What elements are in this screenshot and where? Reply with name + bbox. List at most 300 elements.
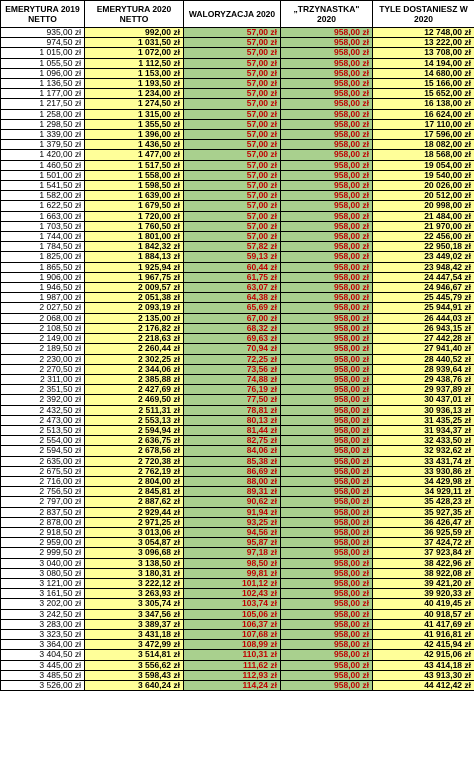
cell-thirteenth-pension-2020: 958,00 zł [281,99,373,109]
table-row [1,58,474,68]
cell-pension-2019: 2 311,00 zł [1,374,85,384]
cell-pension-2019: 2 351,50 zł [1,385,85,395]
cell-pension-2019: 1 217,50 zł [1,99,85,109]
table-row [1,89,474,99]
header-thirteenth-pension-2020: „TRZYNASTKA" 2020 [281,1,373,28]
cell-pension-2019: 2 918,50 zł [1,527,85,537]
table-row [1,487,474,497]
cell-thirteenth-pension-2020: 958,00 zł [281,38,373,48]
cell-total-2020: 36 925,59 zł [373,527,474,537]
table-row [1,48,474,58]
cell-pension-2020: 1 031,50 zł [85,38,184,48]
cell-pension-2020: 1 477,00 zł [85,150,184,160]
table-row [1,415,474,425]
cell-total-2020: 29 438,76 zł [373,374,474,384]
table-row [1,293,474,303]
cell-total-2020: 20 512,00 zł [373,191,474,201]
cell-pension-2019: 2 716,00 zł [1,476,85,486]
cell-indexation-2020: 57,00 zł [184,119,281,129]
cell-thirteenth-pension-2020: 958,00 zł [281,436,373,446]
cell-thirteenth-pension-2020: 958,00 zł [281,405,373,415]
cell-thirteenth-pension-2020: 958,00 zł [281,242,373,252]
cell-thirteenth-pension-2020: 958,00 zł [281,191,373,201]
cell-pension-2019: 1 055,50 zł [1,58,85,68]
cell-pension-2019: 1 582,00 zł [1,191,85,201]
cell-total-2020: 39 421,20 zł [373,578,474,588]
table-row [1,130,474,140]
table-row [1,589,474,599]
cell-thirteenth-pension-2020: 958,00 zł [281,119,373,129]
cell-indexation-2020: 57,00 zł [184,58,281,68]
table-row [1,538,474,548]
cell-indexation-2020: 57,00 zł [184,211,281,221]
cell-total-2020: 24 946,67 zł [373,283,474,293]
cell-indexation-2020: 57,00 zł [184,109,281,119]
cell-indexation-2020: 112,93 zł [184,670,281,680]
cell-pension-2019: 1 258,00 zł [1,109,85,119]
cell-thirteenth-pension-2020: 958,00 zł [281,68,373,78]
cell-pension-2019: 2 473,00 zł [1,415,85,425]
table-row [1,640,474,650]
cell-pension-2019: 1 379,50 zł [1,140,85,150]
cell-pension-2019: 1 744,00 zł [1,232,85,242]
cell-thirteenth-pension-2020: 958,00 zł [281,538,373,548]
cell-total-2020: 43 913,30 zł [373,670,474,680]
cell-pension-2020: 1 072,00 zł [85,48,184,58]
table-row [1,476,474,486]
cell-indexation-2020: 64,38 zł [184,293,281,303]
cell-total-2020: 15 166,00 zł [373,79,474,89]
cell-total-2020: 38 422,96 zł [373,558,474,568]
cell-pension-2019: 3 080,50 zł [1,568,85,578]
cell-indexation-2020: 57,00 zł [184,130,281,140]
cell-indexation-2020: 84,06 zł [184,446,281,456]
cell-thirteenth-pension-2020: 958,00 zł [281,252,373,262]
cell-total-2020: 26 444,03 zł [373,313,474,323]
cell-pension-2019: 2 837,50 zł [1,507,85,517]
cell-indexation-2020: 95,87 zł [184,538,281,548]
cell-pension-2020: 2 093,19 zł [85,303,184,313]
table-row [1,436,474,446]
cell-indexation-2020: 57,00 zł [184,181,281,191]
cell-thirteenth-pension-2020: 958,00 zł [281,395,373,405]
cell-indexation-2020: 101,12 zł [184,578,281,588]
cell-pension-2020: 3 431,18 zł [85,629,184,639]
table-row [1,548,474,558]
cell-pension-2020: 3 180,31 zł [85,568,184,578]
cell-pension-2019: 1 946,50 zł [1,283,85,293]
cell-total-2020: 37 923,84 zł [373,548,474,558]
cell-pension-2020: 2 469,50 zł [85,395,184,405]
cell-pension-2019: 2 797,00 zł [1,497,85,507]
cell-thirteenth-pension-2020: 958,00 zł [281,670,373,680]
cell-thirteenth-pension-2020: 958,00 zł [281,609,373,619]
cell-total-2020: 13 708,00 zł [373,48,474,58]
cell-pension-2020: 1 598,50 zł [85,181,184,191]
table-row [1,252,474,262]
cell-indexation-2020: 57,00 zł [184,48,281,58]
cell-thirteenth-pension-2020: 958,00 zł [281,548,373,558]
cell-thirteenth-pension-2020: 958,00 zł [281,334,373,344]
table-row [1,160,474,170]
cell-total-2020: 12 748,00 zł [373,28,474,38]
cell-thirteenth-pension-2020: 958,00 zł [281,130,373,140]
cell-indexation-2020: 57,00 zł [184,68,281,78]
table-row [1,170,474,180]
table-row [1,303,474,313]
table-body [1,28,474,691]
cell-total-2020: 40 419,45 zł [373,599,474,609]
table-row [1,619,474,629]
cell-indexation-2020: 110,31 zł [184,650,281,660]
table-row [1,109,474,119]
cell-pension-2020: 3 138,50 zł [85,558,184,568]
table-row [1,283,474,293]
cell-pension-2019: 3 040,00 zł [1,558,85,568]
cell-indexation-2020: 90,62 zł [184,497,281,507]
cell-thirteenth-pension-2020: 958,00 zł [281,313,373,323]
cell-pension-2020: 1 436,50 zł [85,140,184,150]
table-row [1,650,474,660]
cell-thirteenth-pension-2020: 958,00 zł [281,89,373,99]
cell-thirteenth-pension-2020: 958,00 zł [281,48,373,58]
cell-indexation-2020: 85,38 zł [184,456,281,466]
cell-total-2020: 33 930,86 zł [373,466,474,476]
cell-pension-2019: 1 460,50 zł [1,160,85,170]
cell-thirteenth-pension-2020: 958,00 zł [281,262,373,272]
table-header [1,1,474,28]
cell-pension-2020: 1 925,94 zł [85,262,184,272]
cell-indexation-2020: 57,00 zł [184,191,281,201]
cell-thirteenth-pension-2020: 958,00 zł [281,578,373,588]
cell-indexation-2020: 81,44 zł [184,425,281,435]
cell-indexation-2020: 80,13 zł [184,415,281,425]
cell-indexation-2020: 72,25 zł [184,354,281,364]
cell-thirteenth-pension-2020: 958,00 zł [281,364,373,374]
cell-total-2020: 24 447,54 zł [373,272,474,282]
cell-pension-2019: 935,00 zł [1,28,85,38]
cell-pension-2019: 3 242,50 zł [1,609,85,619]
cell-pension-2019: 2 270,50 zł [1,364,85,374]
cell-total-2020: 30 437,01 zł [373,395,474,405]
cell-pension-2020: 2 385,88 zł [85,374,184,384]
table-row [1,385,474,395]
cell-pension-2020: 1 112,50 zł [85,58,184,68]
cell-pension-2019: 1 541,50 zł [1,181,85,191]
cell-total-2020: 30 936,13 zł [373,405,474,415]
cell-pension-2020: 2 678,56 zł [85,446,184,456]
cell-pension-2019: 3 364,00 zł [1,640,85,650]
cell-pension-2019: 2 432,50 zł [1,405,85,415]
cell-pension-2020: 2 971,25 zł [85,517,184,527]
cell-indexation-2020: 67,00 zł [184,313,281,323]
table-row [1,527,474,537]
cell-pension-2020: 3 556,62 zł [85,660,184,670]
cell-indexation-2020: 57,00 zł [184,28,281,38]
cell-thirteenth-pension-2020: 958,00 zł [281,568,373,578]
header-total-2020: TYLE DOSTANIESZ W 2020 [373,1,474,28]
cell-pension-2019: 2 999,50 zł [1,548,85,558]
cell-thirteenth-pension-2020: 958,00 zł [281,293,373,303]
cell-pension-2020: 3 598,43 zł [85,670,184,680]
cell-pension-2020: 3 472,99 zł [85,640,184,650]
table-row [1,364,474,374]
cell-pension-2020: 1 639,00 zł [85,191,184,201]
cell-indexation-2020: 59,13 zł [184,252,281,262]
table-row [1,558,474,568]
cell-pension-2019: 1 177,00 zł [1,89,85,99]
cell-indexation-2020: 61,75 zł [184,272,281,282]
cell-indexation-2020: 93,25 zł [184,517,281,527]
cell-pension-2020: 2 427,69 zł [85,385,184,395]
cell-total-2020: 18 082,00 zł [373,140,474,150]
cell-thirteenth-pension-2020: 958,00 zł [281,446,373,456]
cell-pension-2019: 1 096,00 zł [1,68,85,78]
cell-pension-2020: 1 720,00 zł [85,211,184,221]
table-row [1,211,474,221]
cell-thirteenth-pension-2020: 958,00 zł [281,589,373,599]
cell-pension-2019: 2 189,50 zł [1,344,85,354]
table-row [1,425,474,435]
cell-pension-2019: 3 404,50 zł [1,650,85,660]
cell-indexation-2020: 69,63 zł [184,334,281,344]
cell-pension-2020: 2 302,25 zł [85,354,184,364]
cell-indexation-2020: 89,31 zł [184,487,281,497]
cell-pension-2020: 2 218,63 zł [85,334,184,344]
cell-pension-2019: 3 283,00 zł [1,619,85,629]
table-row [1,99,474,109]
cell-thirteenth-pension-2020: 958,00 zł [281,385,373,395]
table-row [1,395,474,405]
cell-pension-2019: 3 161,50 zł [1,589,85,599]
cell-total-2020: 41 417,69 zł [373,619,474,629]
cell-pension-2019: 2 068,00 zł [1,313,85,323]
cell-pension-2019: 2 230,00 zł [1,354,85,364]
cell-pension-2019: 1 865,50 zł [1,262,85,272]
cell-pension-2020: 1 274,50 zł [85,99,184,109]
cell-thirteenth-pension-2020: 958,00 zł [281,466,373,476]
cell-indexation-2020: 108,99 zł [184,640,281,650]
table-row [1,119,474,129]
table-row [1,466,474,476]
cell-indexation-2020: 65,69 zł [184,303,281,313]
cell-pension-2020: 2 344,06 zł [85,364,184,374]
table-row [1,28,474,38]
table-row [1,323,474,333]
cell-total-2020: 32 433,50 zł [373,436,474,446]
cell-thirteenth-pension-2020: 958,00 zł [281,303,373,313]
table-row [1,517,474,527]
cell-pension-2019: 1 784,50 zł [1,242,85,252]
cell-pension-2020: 1 760,50 zł [85,221,184,231]
cell-pension-2019: 1 622,50 zł [1,201,85,211]
cell-pension-2019: 2 149,00 zł [1,334,85,344]
table-row [1,456,474,466]
cell-thirteenth-pension-2020: 958,00 zł [281,211,373,221]
cell-pension-2019: 3 202,00 zł [1,599,85,609]
cell-thirteenth-pension-2020: 958,00 zł [281,650,373,660]
cell-pension-2020: 2 009,57 zł [85,283,184,293]
cell-total-2020: 28 440,52 zł [373,354,474,364]
table-row [1,405,474,415]
table-row [1,272,474,282]
cell-pension-2019: 2 392,00 zł [1,395,85,405]
cell-pension-2019: 3 526,00 zł [1,681,85,691]
cell-pension-2020: 992,00 zł [85,28,184,38]
cell-pension-2020: 2 594,94 zł [85,425,184,435]
cell-indexation-2020: 57,00 zł [184,38,281,48]
table-row [1,568,474,578]
cell-thirteenth-pension-2020: 958,00 zł [281,283,373,293]
cell-indexation-2020: 57,00 zł [184,221,281,231]
cell-thirteenth-pension-2020: 958,00 zł [281,160,373,170]
cell-pension-2020: 1 884,13 zł [85,252,184,262]
cell-pension-2019: 3 121,00 zł [1,578,85,588]
cell-total-2020: 26 943,15 zł [373,323,474,333]
cell-indexation-2020: 111,62 zł [184,660,281,670]
cell-total-2020: 27 941,40 zł [373,344,474,354]
cell-pension-2020: 2 887,62 zł [85,497,184,507]
cell-thirteenth-pension-2020: 958,00 zł [281,79,373,89]
cell-total-2020: 38 922,08 zł [373,568,474,578]
cell-thirteenth-pension-2020: 958,00 zł [281,425,373,435]
cell-thirteenth-pension-2020: 958,00 zł [281,181,373,191]
table-row [1,201,474,211]
cell-indexation-2020: 76,19 zł [184,385,281,395]
cell-total-2020: 31 435,25 zł [373,415,474,425]
cell-indexation-2020: 106,37 zł [184,619,281,629]
cell-pension-2019: 3 445,00 zł [1,660,85,670]
cell-pension-2020: 3 263,93 zł [85,589,184,599]
cell-total-2020: 40 918,57 zł [373,609,474,619]
cell-total-2020: 44 412,42 zł [373,681,474,691]
cell-pension-2020: 1 517,50 zł [85,160,184,170]
cell-thirteenth-pension-2020: 958,00 zł [281,629,373,639]
cell-total-2020: 16 138,00 zł [373,99,474,109]
cell-total-2020: 39 920,33 zł [373,589,474,599]
table-row [1,191,474,201]
cell-pension-2020: 2 720,38 zł [85,456,184,466]
cell-total-2020: 35 927,35 zł [373,507,474,517]
cell-thirteenth-pension-2020: 958,00 zł [281,660,373,670]
cell-total-2020: 22 456,00 zł [373,232,474,242]
cell-total-2020: 27 442,28 zł [373,334,474,344]
table-row [1,507,474,517]
cell-pension-2020: 2 176,82 zł [85,323,184,333]
table-row [1,313,474,323]
cell-pension-2019: 1 420,00 zł [1,150,85,160]
cell-indexation-2020: 105,06 zł [184,609,281,619]
cell-indexation-2020: 88,00 zł [184,476,281,486]
cell-pension-2019: 2 594,50 zł [1,446,85,456]
cell-pension-2019: 1 501,00 zł [1,170,85,180]
cell-total-2020: 34 929,11 zł [373,487,474,497]
cell-total-2020: 13 222,00 zł [373,38,474,48]
cell-total-2020: 22 950,18 zł [373,242,474,252]
table-row [1,150,474,160]
cell-indexation-2020: 57,00 zł [184,89,281,99]
cell-pension-2020: 1 355,50 zł [85,119,184,129]
cell-pension-2019: 974,50 zł [1,38,85,48]
cell-pension-2020: 1 558,00 zł [85,170,184,180]
cell-pension-2020: 1 193,50 zł [85,79,184,89]
cell-total-2020: 37 424,72 zł [373,538,474,548]
table-row [1,670,474,680]
cell-thirteenth-pension-2020: 958,00 zł [281,497,373,507]
cell-indexation-2020: 57,82 zł [184,242,281,252]
table-row [1,578,474,588]
cell-pension-2020: 2 135,00 zł [85,313,184,323]
cell-pension-2020: 2 051,38 zł [85,293,184,303]
cell-pension-2020: 1 153,00 zł [85,68,184,78]
cell-thirteenth-pension-2020: 958,00 zł [281,272,373,282]
cell-thirteenth-pension-2020: 958,00 zł [281,109,373,119]
cell-pension-2020: 1 679,50 zł [85,201,184,211]
cell-indexation-2020: 99,81 zł [184,568,281,578]
cell-total-2020: 14 194,00 zł [373,58,474,68]
cell-total-2020: 41 916,81 zł [373,629,474,639]
cell-thirteenth-pension-2020: 958,00 zł [281,170,373,180]
cell-total-2020: 32 932,62 zł [373,446,474,456]
table-row [1,681,474,691]
cell-pension-2019: 3 323,50 zł [1,629,85,639]
cell-indexation-2020: 82,75 zł [184,436,281,446]
table-row [1,334,474,344]
cell-total-2020: 15 652,00 zł [373,89,474,99]
table-row [1,232,474,242]
cell-thirteenth-pension-2020: 958,00 zł [281,140,373,150]
cell-thirteenth-pension-2020: 958,00 zł [281,415,373,425]
cell-pension-2020: 3 389,37 zł [85,619,184,629]
table-row [1,599,474,609]
table-row [1,79,474,89]
cell-indexation-2020: 91,94 zł [184,507,281,517]
cell-pension-2020: 3 514,81 zł [85,650,184,660]
cell-indexation-2020: 103,74 zł [184,599,281,609]
cell-total-2020: 34 429,98 zł [373,476,474,486]
cell-thirteenth-pension-2020: 958,00 zł [281,599,373,609]
cell-pension-2019: 2 878,00 zł [1,517,85,527]
cell-indexation-2020: 68,32 zł [184,323,281,333]
cell-thirteenth-pension-2020: 958,00 zł [281,354,373,364]
cell-indexation-2020: 73,56 zł [184,364,281,374]
cell-total-2020: 21 484,00 zł [373,211,474,221]
cell-indexation-2020: 57,00 zł [184,140,281,150]
table-row [1,609,474,619]
cell-thirteenth-pension-2020: 958,00 zł [281,476,373,486]
cell-thirteenth-pension-2020: 958,00 zł [281,150,373,160]
cell-pension-2020: 1 396,00 zł [85,130,184,140]
header-indexation-2020: WALORYZACJA 2020 [184,1,281,28]
cell-thirteenth-pension-2020: 958,00 zł [281,323,373,333]
cell-pension-2020: 2 929,44 zł [85,507,184,517]
cell-indexation-2020: 74,88 zł [184,374,281,384]
cell-indexation-2020: 57,00 zł [184,150,281,160]
cell-pension-2020: 1 842,32 zł [85,242,184,252]
cell-indexation-2020: 78,81 zł [184,405,281,415]
cell-pension-2020: 2 762,19 zł [85,466,184,476]
cell-pension-2020: 1 967,75 zł [85,272,184,282]
cell-pension-2019: 1 703,50 zł [1,221,85,231]
cell-pension-2019: 2 027,50 zł [1,303,85,313]
cell-indexation-2020: 70,94 zł [184,344,281,354]
cell-indexation-2020: 77,50 zł [184,395,281,405]
cell-total-2020: 25 944,91 zł [373,303,474,313]
table-row [1,262,474,272]
cell-thirteenth-pension-2020: 958,00 zł [281,517,373,527]
cell-total-2020: 36 426,47 zł [373,517,474,527]
cell-indexation-2020: 97,18 zł [184,548,281,558]
